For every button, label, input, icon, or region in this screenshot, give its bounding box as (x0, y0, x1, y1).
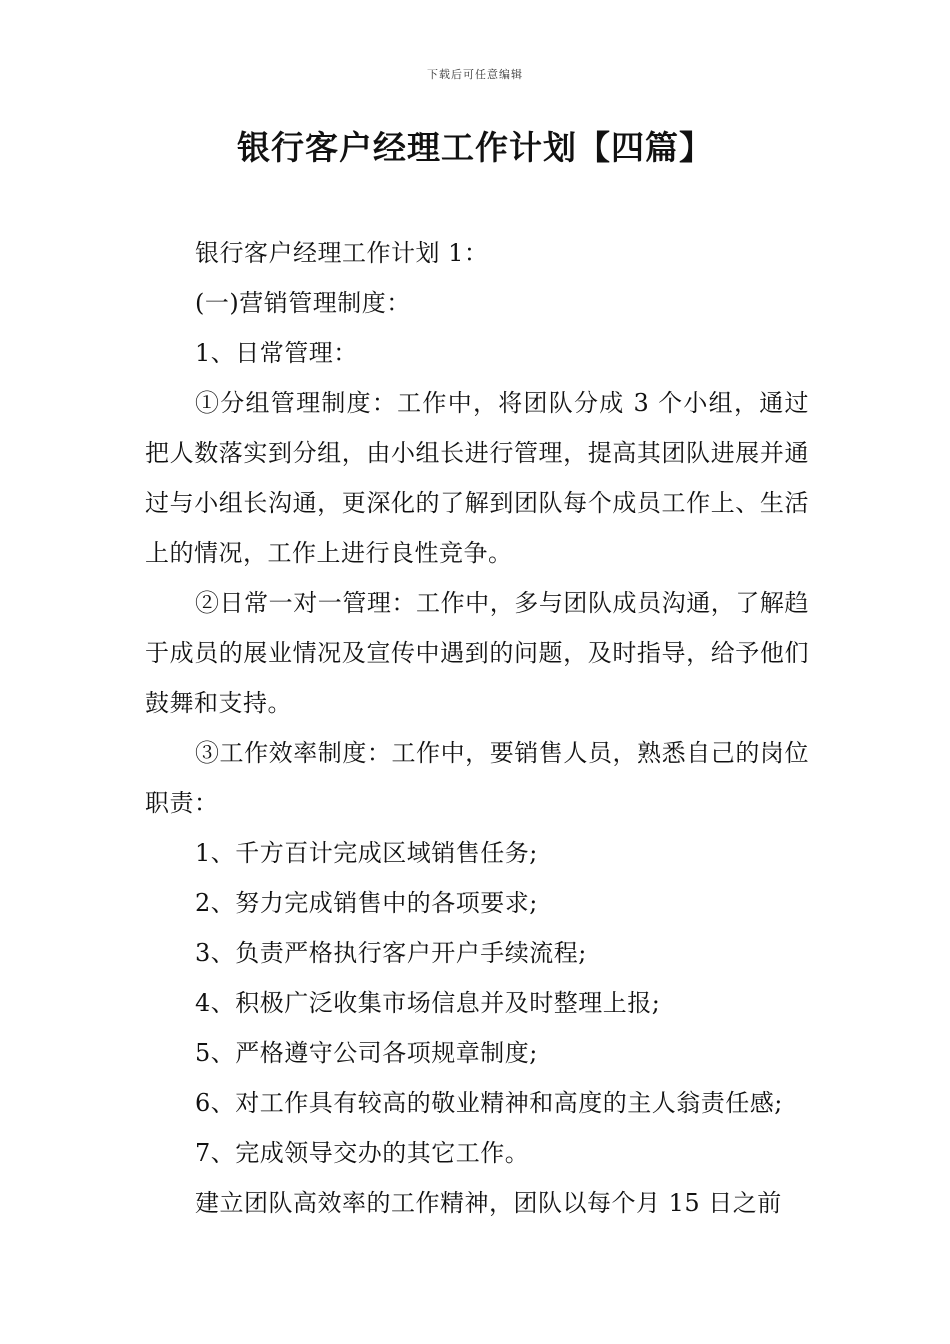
list-item: 6、对工作具有较高的敬业精神和高度的主人翁责任感; (195, 1089, 783, 1117)
page-header-note: 下载后可任意编辑 (427, 68, 523, 81)
paragraph-one-on-one: ②日常一对一管理：工作中，多与团队成员沟通，了解趋于成员的展业情况及宣传中遇到的问题，及时指导，给予他们鼓舞和支持。 (145, 589, 809, 717)
paragraph-team-spirit: 建立团队高效率的工作精神，团队以每个月 15 日之前 (195, 1189, 782, 1217)
list-item: 2、努力完成销售中的各项要求; (195, 889, 538, 917)
list-item: 7、完成领导交办的其它工作。 (195, 1139, 530, 1167)
list-item: 4、积极广泛收集市场信息并及时整理上报; (195, 989, 661, 1017)
paragraph-subsection-heading: 1、日常管理： (195, 339, 358, 367)
document-title: 银行客户经理工作计划【四篇】 (237, 128, 713, 167)
list-item: 1、千方百计完成区域销售任务; (195, 839, 538, 867)
paragraph-efficiency: ③工作效率制度：工作中，要销售人员，熟悉自己的岗位职责： (145, 739, 809, 817)
list-item: 3、负责严格执行客户开户手续流程; (195, 939, 587, 967)
paragraph-section-heading: (一)营销管理制度： (195, 289, 411, 317)
paragraph-plan-heading: 银行客户经理工作计划 1： (195, 239, 489, 267)
paragraph-group-management: ①分组管理制度：工作中，将团队分成 3 个小组，通过把人数落实到分组，由小组长进行管理，提高其团队进展并通过与小组长沟通，更深化的了解到团队每个成员工作上、生活上的情况，工作上进行良性竞争。 (145, 389, 809, 567)
document-body (145, 228, 809, 1228)
list-item: 5、严格遵守公司各项规章制度; (195, 1039, 538, 1067)
